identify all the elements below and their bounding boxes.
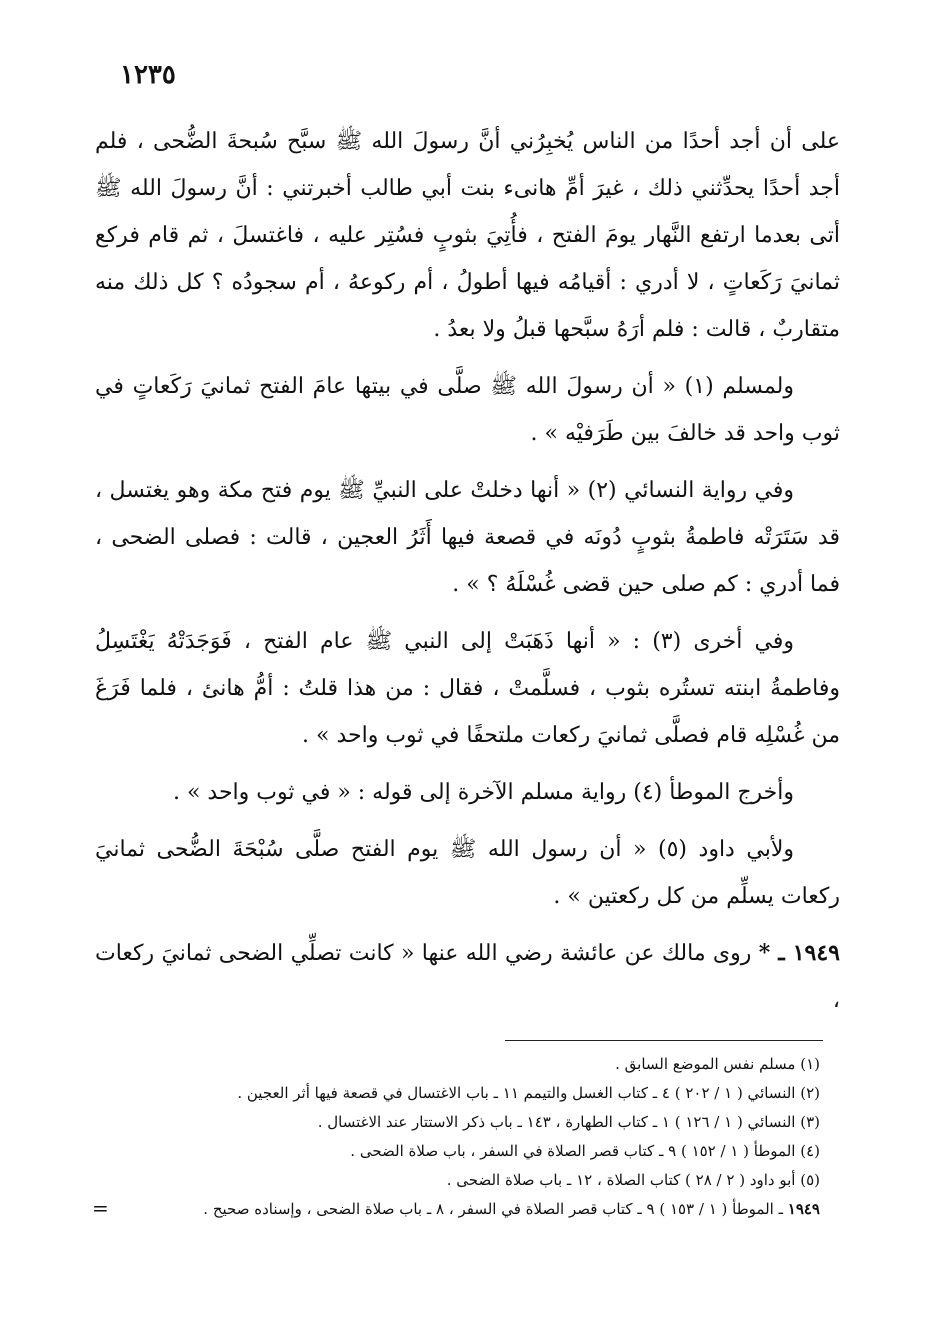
- footnotes: [180, 1050, 820, 1224]
- footnote-main: [180, 1195, 820, 1224]
- paragraph-1: على أن أجد أحدًا من الناس يُخبِرُني أنَّ رسولَ الله ﷺ سبَّح سُبحةَ الضُّحى ، فلم أجد أحدًا يحدِّثني ذلك ، غيرَ أمِّ هانىء بنت أبي طالب أخبرتني : أنَّ رسولَ الله ﷺ أتى بعدما ارتفع النَّهار يومَ الفتح ، فأُتِيَ بثوبٍ فسُتِر عليه ، فاغتسلَ ، ثم قام فركع ثمانيَ رَكَعاتٍ ، لا أدري : أقيامُه فيها أطولُ ، أم ركوعهُ ، أم سجودُه ؟ كل ذلك منه متقاربٌ ، قالت : فلم أرَهُ سبَّحها قبلُ ولا بعدُ .: [95, 129, 840, 342]
- paragraph-6: ولأبي داود (٥) « أن رسول الله ﷺ يوم الفتح صلَّى سُبْحَةَ الضُّحى ثمانيَ ركعات يسلِّم من كل ركعتين » .: [95, 837, 840, 909]
- footnote-3: (٣) النسائي ( ١ / ١٢٦ ) ١ ـ كتاب الطهارة ، ١٤٣ ـ باب ذكر الاستتار عند الاغتسال .: [317, 1113, 820, 1131]
- footnote-4: (٤) الموطأ ( ١ / ١٥٢ ) ٩ ـ كتاب قصر الصلاة في السفر ، باب صلاة الضحى .: [350, 1142, 820, 1160]
- footnote-5: (٥) أبو داود ( ٢ / ٢٨ ) كتاب الصلاة ، ١٢ ـ باب صلاة الضحى .: [446, 1171, 820, 1189]
- main-text: [95, 118, 840, 1034]
- hadith-text: روى مالك عن عائشة رضي الله عنها « كانت تصلِّي الضحى ثمانيَ ركعات ،: [95, 941, 840, 1013]
- footnote-2: (٢) النسائي ( ١ / ٢٠٢ ) ٤ ـ كتاب الغسل والتيمم ١١ ـ باب الاغتسال في قصعة فيها أثر العجين .: [237, 1084, 820, 1102]
- margin-mark: =: [92, 1196, 109, 1220]
- hadith-heading: [95, 930, 840, 1024]
- footnote-main-text: ـ الموطأ ( ١ / ١٥٣ ) ٩ ـ كتاب قصر الصلاة في السفر ، ٨ ـ باب صلاة الضحى ، وإسناده صحيح .: [203, 1200, 783, 1218]
- footnote-main-number: ١٩٤٩: [787, 1200, 820, 1218]
- paragraph-3: وفي رواية النسائي (٢) « أنها دخلتْ على النبيِّ ﷺ يوم فتح مكة وهو يغتسل ، قد سَتَرَتْه فاطمةُ بثوبٍ دُونَه في قصعة فيها أَثَرُ العجين ، قالت : فصلى الضحى ، فما أدري : كم صلى حين قضى غُسْلَهُ ؟ » .: [95, 478, 840, 597]
- paragraph-5: وأخرج الموطأ (٤) رواية مسلم الآخرة إلى قوله : « في ثوب واحد » .: [172, 780, 794, 805]
- page-number: ١٢٣٥: [120, 60, 176, 90]
- paragraph-4: وفي أخرى (٣) : « أنها ذَهَبَتْ إلى النبي ﷺ عام الفتح ، فَوَجَدَتْهُ يَغْتَسِلُ وفاطمةُ ابنته تستُره بثوب ، فسلَّمتْ ، فقال : من هذا قلتُ : أمُّ هانئ ، فلما فَرَغَ من غُسْلِه قام فصلَّى ثمانيَ ركعات ملتحفًا في ثوب واحد » .: [95, 629, 840, 748]
- paragraph-2: ولمسلم (١) « أن رسولَ الله ﷺ صلَّى في بيتها عامَ الفتح ثمانيَ رَكَعاتٍ في ثوب واحد قد خالفَ بين طَرَفيْه » .: [95, 374, 840, 446]
- footnote-divider: [505, 1040, 823, 1041]
- hadith-number: ١٩٤٩ ـ *: [758, 940, 840, 966]
- footnote-1: (١) مسلم نفس الموضع السابق .: [615, 1055, 820, 1073]
